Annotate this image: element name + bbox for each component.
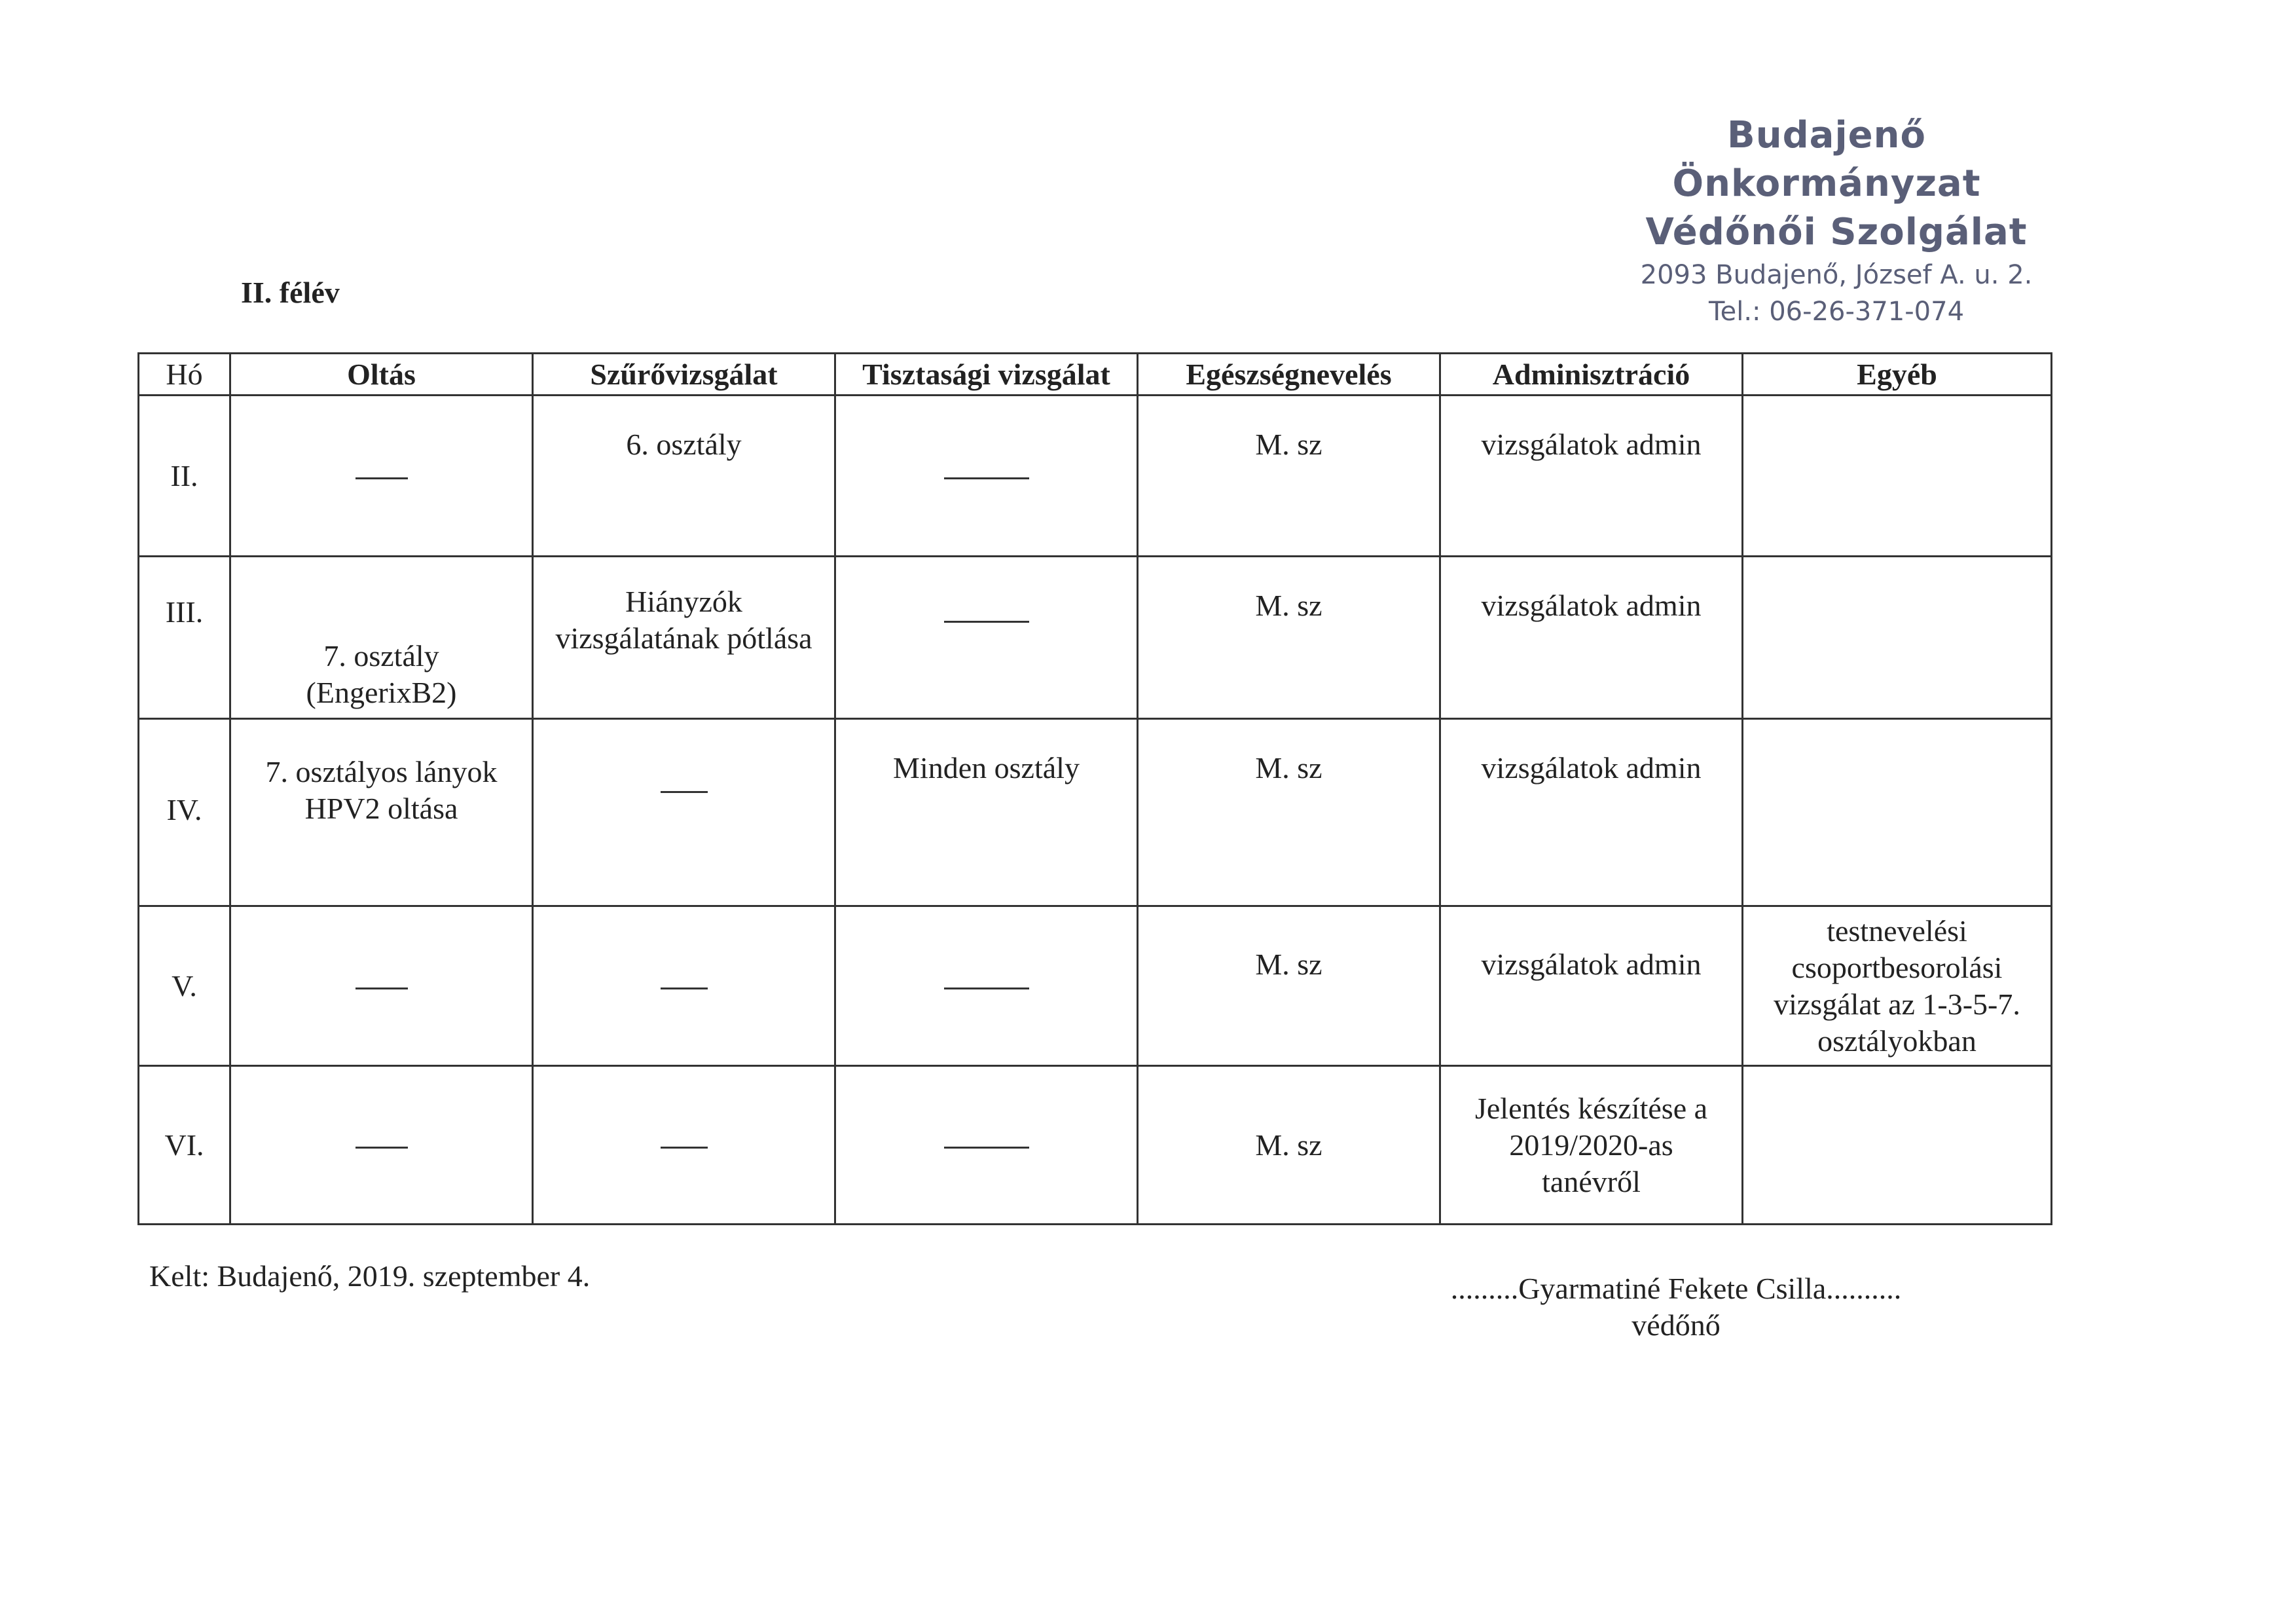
tisztasagi-cell: Minden osztály [835, 719, 1138, 906]
semester-title: II. félév [241, 276, 340, 309]
egyeb-cell [1743, 719, 2052, 906]
empty-dash [355, 987, 408, 989]
header-oltas: Oltás [230, 354, 533, 396]
egyeb-cell [1743, 906, 2052, 1066]
empty-dash [944, 1147, 1029, 1149]
egeszseg-cell: M. sz [1138, 719, 1440, 906]
egeszseg-cell: M. sz [1138, 557, 1440, 719]
egyeb-cell [1743, 396, 2052, 557]
header-ho: Hó [139, 354, 230, 396]
szuro-cell [533, 1066, 835, 1225]
table-row [139, 557, 2052, 719]
stamp-line-1: Budajenő Önkormányzat [1672, 114, 1981, 205]
empty-dash [355, 1147, 408, 1149]
egyeb-cell [1743, 557, 2052, 719]
stamp-address: 2093 Budajenő, József A. u. 2. [1640, 260, 2033, 290]
admin-cell: vizsgálatok admin [1440, 719, 1743, 906]
oltas-line-2: HPV2 oltása [304, 792, 458, 825]
header-admin: Adminisztráció [1440, 354, 1743, 396]
table-row [139, 719, 2052, 906]
month-cell: VI. [139, 1066, 230, 1225]
date-place: Kelt: Budajenő, 2019. szeptember 4. [149, 1259, 591, 1293]
stamp-phone: Tel.: 06-26-371-074 [1708, 297, 1965, 327]
admin-cell [1440, 1066, 1743, 1225]
admin-line-3: tanévről [1542, 1164, 1641, 1198]
empty-dash [944, 621, 1029, 623]
egyeb-cell [1743, 1066, 2052, 1225]
empty-dash [661, 1147, 708, 1149]
egyeb-line-4: osztályokban [1817, 1024, 1977, 1058]
table-row [139, 906, 2052, 1066]
header-egeszseg: Egészségnevelés [1138, 354, 1440, 396]
oltas-cell [230, 1066, 533, 1225]
schedule-table [137, 352, 2052, 1225]
table-row [139, 396, 2052, 557]
tisztasagi-cell [835, 396, 1138, 557]
oltas-cell [230, 906, 533, 1066]
szuro-line-2: vizsgálatának pótlása [555, 621, 812, 655]
egyeb-line-1: testnevelési [1827, 913, 1967, 948]
empty-dash [944, 987, 1029, 989]
egyeb-line-2: csoportbesorolási [1791, 950, 2003, 984]
institution-stamp [1506, 111, 2069, 330]
admin-cell: vizsgálatok admin [1440, 396, 1743, 557]
egyeb-line-3: vizsgálat az 1-3-5-7. [1774, 987, 2020, 1021]
oltas-cell [230, 719, 533, 906]
empty-dash [355, 477, 408, 479]
oltas-line-1: 7. osztály [323, 639, 439, 673]
oltas-line-2: (EngerixB2) [306, 676, 457, 709]
oltas-cell [230, 557, 533, 719]
header-szuro: Szűrővizsgálat [533, 354, 835, 396]
header-egyeb: Egyéb [1743, 354, 2052, 396]
admin-cell: vizsgálatok admin [1440, 557, 1743, 719]
month-cell: III. [139, 557, 230, 719]
table-header-row [139, 354, 2052, 396]
month-cell: II. [139, 396, 230, 557]
egeszseg-cell: M. sz [1138, 906, 1440, 1066]
empty-dash [944, 477, 1029, 479]
admin-line-2: 2019/2020-as [1509, 1128, 1673, 1162]
oltas-cell [230, 396, 533, 557]
month-cell: IV. [139, 719, 230, 906]
tisztasagi-cell [835, 906, 1138, 1066]
empty-dash [661, 987, 708, 989]
signature-name: .........Gyarmatiné Fekete Csilla.......... [1450, 1272, 1902, 1305]
empty-dash [661, 791, 708, 793]
szuro-cell [533, 719, 835, 906]
szuro-cell [533, 906, 835, 1066]
tisztasagi-cell [835, 1066, 1138, 1225]
szuro-cell: 6. osztály [533, 396, 835, 557]
signature-block [1368, 1270, 1984, 1344]
egeszseg-cell: M. sz [1138, 1066, 1440, 1225]
tisztasagi-cell [835, 557, 1138, 719]
oltas-line-1: 7. osztályos lányok [265, 755, 498, 788]
admin-line-1: Jelentés készítése a [1474, 1091, 1708, 1125]
admin-cell: vizsgálatok admin [1440, 906, 1743, 1066]
szuro-line-1: Hiányzók [625, 585, 742, 618]
egeszseg-cell: M. sz [1138, 396, 1440, 557]
szuro-cell [533, 557, 835, 719]
month-cell: V. [139, 906, 230, 1066]
table-row [139, 1066, 2052, 1225]
signature-title: védőnő [1631, 1308, 1721, 1342]
stamp-line-2: Védőnői Szolgálat [1645, 211, 2028, 253]
header-tisztasagi: Tisztasági vizsgálat [835, 354, 1138, 396]
